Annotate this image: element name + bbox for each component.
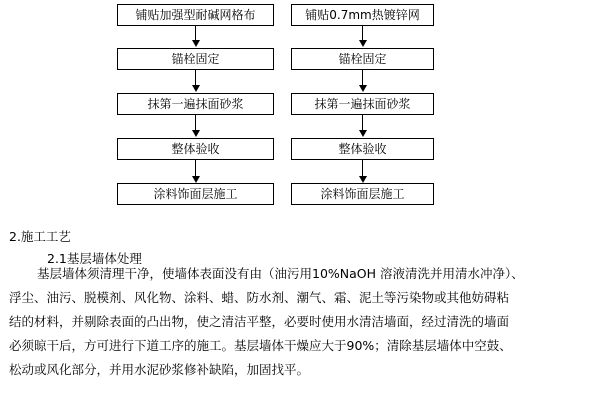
section-heading: 2.施工工艺 — [9, 229, 71, 244]
paragraph-line: 必须晾干后，方可进行下道工序的施工。基层墙体干燥应大于90%；清除基层墙体中空鼓、 — [9, 338, 512, 353]
flow-step-box: 锚栓固定 — [117, 48, 274, 70]
flow-step-box: 抹第一遍抹面砂浆 — [291, 93, 434, 115]
body-paragraph — [9, 262, 593, 382]
paragraph-line: 松动或风化部分，并用水泥砂浆修补缺陷，加固找平。 — [9, 362, 310, 377]
paragraph-line: 浮尘、油污、脱模剂、风化物、涂料、蜡、防水剂、潮气、霜、泥土等污染物或其他妨碍粘 — [9, 290, 510, 305]
paragraph-line: 基层墙体须清理干净，使墙体表面没有由（油污用10%NaOH 溶液清洗并用清水冲净）、 — [37, 266, 524, 281]
flow-step-box: 抹第一遍抹面砂浆 — [117, 93, 274, 115]
flow-step-box: 涂料饰面层施工 — [117, 183, 274, 205]
flow-step-box: 涂料饰面层施工 — [291, 183, 434, 205]
section-subheading: 2.1基层墙体处理 — [47, 251, 142, 266]
flow-step-box: 铺贴0.7mm热镀锌网 — [291, 4, 434, 26]
flow-step-box: 整体验收 — [117, 138, 274, 160]
flow-step-box: 锚栓固定 — [291, 48, 434, 70]
flow-step-box: 整体验收 — [291, 138, 434, 160]
flow-step-box: 铺贴加强型耐碱网格布 — [117, 4, 274, 26]
paragraph-line: 结的材料，并剔除表面的凸出物，使之清洁平整，必要时使用水清洁墙面，经过清洗的墙面 — [9, 314, 510, 329]
